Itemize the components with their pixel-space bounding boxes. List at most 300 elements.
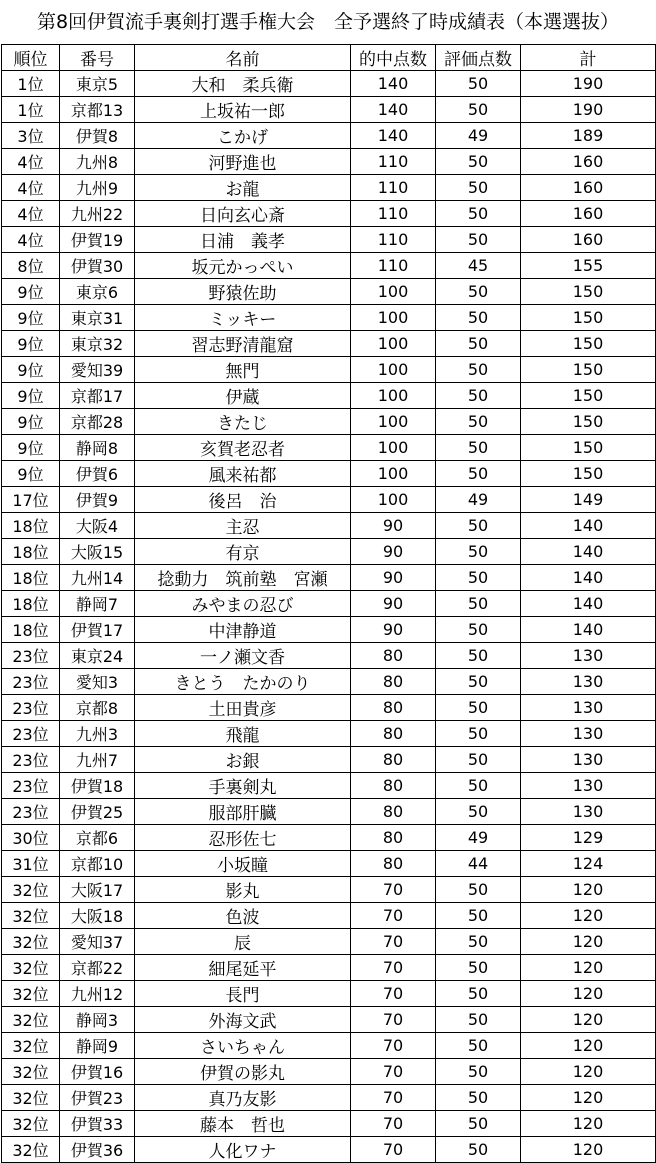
cell-number: 伊賀33 bbox=[60, 1111, 135, 1137]
cell-name: さいちゃん bbox=[135, 1033, 351, 1059]
cell-eval-points: 50 bbox=[436, 1007, 521, 1033]
cell-total: 160 bbox=[521, 149, 656, 175]
table-row bbox=[2, 409, 656, 435]
cell-number: 東京24 bbox=[60, 643, 135, 669]
cell-eval-points: 50 bbox=[436, 71, 521, 97]
cell-eval-points: 50 bbox=[436, 929, 521, 955]
cell-total: 130 bbox=[521, 695, 656, 721]
cell-total: 150 bbox=[521, 383, 656, 409]
cell-eval-points: 50 bbox=[436, 1111, 521, 1137]
table-row bbox=[2, 955, 656, 981]
cell-rank: 9位 bbox=[2, 461, 60, 487]
cell-hit-points: 80 bbox=[351, 643, 436, 669]
cell-total: 120 bbox=[521, 1033, 656, 1059]
cell-hit-points: 80 bbox=[351, 851, 436, 877]
cell-rank: 32位 bbox=[2, 1059, 60, 1085]
cell-number: 大阪4 bbox=[60, 513, 135, 539]
cell-eval-points: 50 bbox=[436, 669, 521, 695]
cell-total: 120 bbox=[521, 1007, 656, 1033]
cell-number: 伊賀6 bbox=[60, 461, 135, 487]
cell-rank: 23位 bbox=[2, 643, 60, 669]
cell-name: 一ノ瀬文香 bbox=[135, 643, 351, 669]
cell-number: 伊賀19 bbox=[60, 227, 135, 253]
cell-total: 150 bbox=[521, 305, 656, 331]
cell-eval-points: 49 bbox=[436, 487, 521, 513]
cell-name: 野猿佐助 bbox=[135, 279, 351, 305]
cell-rank: 1位 bbox=[2, 97, 60, 123]
cell-eval-points: 50 bbox=[436, 747, 521, 773]
cell-hit-points: 70 bbox=[351, 877, 436, 903]
cell-number: 静岡3 bbox=[60, 1007, 135, 1033]
cell-eval-points: 50 bbox=[436, 799, 521, 825]
cell-hit-points: 70 bbox=[351, 1085, 436, 1111]
cell-number: 九州12 bbox=[60, 981, 135, 1007]
cell-name: 長門 bbox=[135, 981, 351, 1007]
cell-eval-points: 50 bbox=[436, 227, 521, 253]
cell-total: 150 bbox=[521, 279, 656, 305]
table-row bbox=[2, 383, 656, 409]
cell-number: 伊賀17 bbox=[60, 617, 135, 643]
header-hit-points: 的中点数 bbox=[351, 45, 436, 71]
cell-eval-points: 50 bbox=[436, 201, 521, 227]
page-title: 第8回伊賀流手裏剣打選手権大会 全予選終了時成績表（本選選抜） bbox=[36, 11, 620, 33]
table-row bbox=[2, 591, 656, 617]
cell-hit-points: 140 bbox=[351, 123, 436, 149]
cell-number: 京都22 bbox=[60, 955, 135, 981]
cell-hit-points: 70 bbox=[351, 929, 436, 955]
cell-eval-points: 50 bbox=[436, 175, 521, 201]
cell-eval-points: 50 bbox=[436, 149, 521, 175]
cell-number: 京都8 bbox=[60, 695, 135, 721]
header-eval-points: 評価点数 bbox=[436, 45, 521, 71]
table-row bbox=[2, 981, 656, 1007]
cell-number: 大阪15 bbox=[60, 539, 135, 565]
cell-total: 130 bbox=[521, 773, 656, 799]
cell-total: 140 bbox=[521, 513, 656, 539]
cell-name: きたじ bbox=[135, 409, 351, 435]
cell-hit-points: 110 bbox=[351, 227, 436, 253]
cell-hit-points: 110 bbox=[351, 175, 436, 201]
cell-name: 忍形佐七 bbox=[135, 825, 351, 851]
cell-hit-points: 70 bbox=[351, 1137, 436, 1163]
table-row bbox=[2, 1007, 656, 1033]
cell-number: 九州22 bbox=[60, 201, 135, 227]
cell-rank: 1位 bbox=[2, 71, 60, 97]
cell-name: 服部肝臓 bbox=[135, 799, 351, 825]
cell-eval-points: 50 bbox=[436, 591, 521, 617]
cell-name: 色波 bbox=[135, 903, 351, 929]
cell-total: 120 bbox=[521, 877, 656, 903]
table-row bbox=[2, 773, 656, 799]
cell-total: 150 bbox=[521, 409, 656, 435]
cell-total: 149 bbox=[521, 487, 656, 513]
table-row bbox=[2, 1111, 656, 1137]
cell-rank: 31位 bbox=[2, 851, 60, 877]
cell-name: 日向玄心斎 bbox=[135, 201, 351, 227]
table-row bbox=[2, 227, 656, 253]
cell-rank: 32位 bbox=[2, 955, 60, 981]
cell-total: 190 bbox=[521, 71, 656, 97]
cell-number: 九州3 bbox=[60, 721, 135, 747]
cell-rank: 18位 bbox=[2, 617, 60, 643]
cell-number: 大阪17 bbox=[60, 877, 135, 903]
cell-name: 坂元かっぺい bbox=[135, 253, 351, 279]
cell-number: 京都17 bbox=[60, 383, 135, 409]
cell-name: 日浦 義孝 bbox=[135, 227, 351, 253]
cell-eval-points: 50 bbox=[436, 695, 521, 721]
cell-hit-points: 70 bbox=[351, 955, 436, 981]
table-row bbox=[2, 253, 656, 279]
cell-number: 大阪18 bbox=[60, 903, 135, 929]
cell-rank: 4位 bbox=[2, 149, 60, 175]
table-row bbox=[2, 1059, 656, 1085]
table-row bbox=[2, 617, 656, 643]
cell-number: 伊賀25 bbox=[60, 799, 135, 825]
table-row bbox=[2, 643, 656, 669]
cell-eval-points: 50 bbox=[436, 1033, 521, 1059]
cell-name: お銀 bbox=[135, 747, 351, 773]
header-total: 計 bbox=[521, 45, 656, 71]
cell-hit-points: 100 bbox=[351, 357, 436, 383]
cell-name: 人化ワナ bbox=[135, 1137, 351, 1163]
cell-total: 120 bbox=[521, 1085, 656, 1111]
cell-eval-points: 50 bbox=[436, 1137, 521, 1163]
table-row bbox=[2, 97, 656, 123]
cell-rank: 9位 bbox=[2, 305, 60, 331]
cell-eval-points: 50 bbox=[436, 357, 521, 383]
table-row bbox=[2, 825, 656, 851]
cell-rank: 23位 bbox=[2, 695, 60, 721]
cell-eval-points: 50 bbox=[436, 435, 521, 461]
cell-number: 京都28 bbox=[60, 409, 135, 435]
cell-name: 後呂 治 bbox=[135, 487, 351, 513]
cell-name: 中津静道 bbox=[135, 617, 351, 643]
table-row bbox=[2, 929, 656, 955]
cell-hit-points: 80 bbox=[351, 747, 436, 773]
header-number: 番号 bbox=[60, 45, 135, 71]
cell-number: 九州8 bbox=[60, 149, 135, 175]
cell-rank: 4位 bbox=[2, 175, 60, 201]
table-row bbox=[2, 461, 656, 487]
cell-rank: 8位 bbox=[2, 253, 60, 279]
cell-rank: 32位 bbox=[2, 1111, 60, 1137]
cell-rank: 18位 bbox=[2, 539, 60, 565]
cell-rank: 18位 bbox=[2, 513, 60, 539]
cell-number: 愛知39 bbox=[60, 357, 135, 383]
table-row bbox=[2, 123, 656, 149]
table-row bbox=[2, 305, 656, 331]
table-row bbox=[2, 539, 656, 565]
cell-number: 東京31 bbox=[60, 305, 135, 331]
cell-hit-points: 140 bbox=[351, 71, 436, 97]
cell-eval-points: 50 bbox=[436, 409, 521, 435]
cell-number: 東京32 bbox=[60, 331, 135, 357]
cell-number: 京都13 bbox=[60, 97, 135, 123]
table-row bbox=[2, 71, 656, 97]
cell-number: 京都10 bbox=[60, 851, 135, 877]
cell-total: 120 bbox=[521, 1059, 656, 1085]
cell-rank: 23位 bbox=[2, 669, 60, 695]
cell-number: 静岡8 bbox=[60, 435, 135, 461]
table-body bbox=[2, 71, 656, 1163]
cell-hit-points: 90 bbox=[351, 565, 436, 591]
cell-rank: 4位 bbox=[2, 227, 60, 253]
cell-rank: 9位 bbox=[2, 279, 60, 305]
cell-name: 伊蔵 bbox=[135, 383, 351, 409]
cell-eval-points: 44 bbox=[436, 851, 521, 877]
cell-hit-points: 70 bbox=[351, 981, 436, 1007]
cell-name: こかげ bbox=[135, 123, 351, 149]
cell-name: 河野進也 bbox=[135, 149, 351, 175]
table-row bbox=[2, 487, 656, 513]
cell-name: 風来祐都 bbox=[135, 461, 351, 487]
cell-hit-points: 100 bbox=[351, 383, 436, 409]
cell-hit-points: 110 bbox=[351, 253, 436, 279]
cell-number: 伊賀18 bbox=[60, 773, 135, 799]
cell-name: きとう たかのり bbox=[135, 669, 351, 695]
table-row bbox=[2, 695, 656, 721]
table-row bbox=[2, 357, 656, 383]
cell-rank: 32位 bbox=[2, 929, 60, 955]
cell-rank: 23位 bbox=[2, 721, 60, 747]
cell-total: 160 bbox=[521, 201, 656, 227]
cell-total: 140 bbox=[521, 617, 656, 643]
cell-eval-points: 50 bbox=[436, 383, 521, 409]
header-row bbox=[2, 45, 656, 71]
cell-eval-points: 50 bbox=[436, 97, 521, 123]
cell-eval-points: 50 bbox=[436, 773, 521, 799]
cell-number: 伊賀16 bbox=[60, 1059, 135, 1085]
cell-total: 130 bbox=[521, 669, 656, 695]
cell-number: 伊賀8 bbox=[60, 123, 135, 149]
table-row bbox=[2, 331, 656, 357]
cell-total: 124 bbox=[521, 851, 656, 877]
cell-total: 190 bbox=[521, 97, 656, 123]
cell-number: 静岡9 bbox=[60, 1033, 135, 1059]
cell-number: 九州14 bbox=[60, 565, 135, 591]
table-row bbox=[2, 669, 656, 695]
cell-total: 130 bbox=[521, 643, 656, 669]
cell-name: 飛龍 bbox=[135, 721, 351, 747]
cell-hit-points: 100 bbox=[351, 487, 436, 513]
cell-rank: 9位 bbox=[2, 409, 60, 435]
cell-rank: 4位 bbox=[2, 201, 60, 227]
cell-rank: 23位 bbox=[2, 773, 60, 799]
table-row bbox=[2, 903, 656, 929]
cell-hit-points: 100 bbox=[351, 461, 436, 487]
cell-eval-points: 50 bbox=[436, 279, 521, 305]
cell-rank: 18位 bbox=[2, 591, 60, 617]
cell-name: 真乃友影 bbox=[135, 1085, 351, 1111]
cell-name: 主忍 bbox=[135, 513, 351, 539]
table-row bbox=[2, 1033, 656, 1059]
cell-rank: 32位 bbox=[2, 1007, 60, 1033]
cell-number: 東京6 bbox=[60, 279, 135, 305]
cell-eval-points: 50 bbox=[436, 643, 521, 669]
cell-eval-points: 45 bbox=[436, 253, 521, 279]
table-row bbox=[2, 747, 656, 773]
cell-eval-points: 50 bbox=[436, 461, 521, 487]
cell-hit-points: 70 bbox=[351, 1111, 436, 1137]
cell-number: 愛知37 bbox=[60, 929, 135, 955]
header-name: 名前 bbox=[135, 45, 351, 71]
cell-rank: 3位 bbox=[2, 123, 60, 149]
cell-eval-points: 49 bbox=[436, 123, 521, 149]
cell-name: 習志野清龍窟 bbox=[135, 331, 351, 357]
cell-eval-points: 50 bbox=[436, 565, 521, 591]
table-row bbox=[2, 279, 656, 305]
cell-number: 東京5 bbox=[60, 71, 135, 97]
cell-total: 120 bbox=[521, 1111, 656, 1137]
cell-eval-points: 50 bbox=[436, 331, 521, 357]
cell-hit-points: 100 bbox=[351, 409, 436, 435]
table-row bbox=[2, 149, 656, 175]
results-table bbox=[1, 44, 656, 1163]
table-row bbox=[2, 201, 656, 227]
cell-hit-points: 70 bbox=[351, 1033, 436, 1059]
cell-hit-points: 90 bbox=[351, 591, 436, 617]
cell-total: 150 bbox=[521, 331, 656, 357]
cell-rank: 17位 bbox=[2, 487, 60, 513]
cell-hit-points: 80 bbox=[351, 721, 436, 747]
cell-hit-points: 80 bbox=[351, 695, 436, 721]
cell-hit-points: 140 bbox=[351, 97, 436, 123]
cell-rank: 18位 bbox=[2, 565, 60, 591]
cell-total: 140 bbox=[521, 539, 656, 565]
cell-eval-points: 50 bbox=[436, 1059, 521, 1085]
cell-eval-points: 50 bbox=[436, 903, 521, 929]
cell-name: 大和 柔兵衛 bbox=[135, 71, 351, 97]
cell-hit-points: 90 bbox=[351, 539, 436, 565]
cell-rank: 9位 bbox=[2, 331, 60, 357]
cell-total: 120 bbox=[521, 929, 656, 955]
cell-hit-points: 90 bbox=[351, 617, 436, 643]
cell-rank: 32位 bbox=[2, 1085, 60, 1111]
cell-rank: 32位 bbox=[2, 903, 60, 929]
table-row bbox=[2, 175, 656, 201]
cell-rank: 9位 bbox=[2, 435, 60, 461]
table-row bbox=[2, 513, 656, 539]
cell-name: 藤本 哲也 bbox=[135, 1111, 351, 1137]
cell-hit-points: 100 bbox=[351, 331, 436, 357]
cell-hit-points: 110 bbox=[351, 149, 436, 175]
cell-total: 120 bbox=[521, 903, 656, 929]
cell-hit-points: 80 bbox=[351, 773, 436, 799]
cell-rank: 23位 bbox=[2, 747, 60, 773]
cell-number: 伊賀23 bbox=[60, 1085, 135, 1111]
cell-name: 影丸 bbox=[135, 877, 351, 903]
cell-total: 130 bbox=[521, 799, 656, 825]
cell-rank: 32位 bbox=[2, 1137, 60, 1163]
cell-hit-points: 80 bbox=[351, 799, 436, 825]
cell-total: 120 bbox=[521, 955, 656, 981]
cell-number: 伊賀36 bbox=[60, 1137, 135, 1163]
cell-rank: 32位 bbox=[2, 877, 60, 903]
cell-number: 京都6 bbox=[60, 825, 135, 851]
cell-name: 有京 bbox=[135, 539, 351, 565]
cell-eval-points: 50 bbox=[436, 1085, 521, 1111]
cell-name: 無門 bbox=[135, 357, 351, 383]
cell-total: 140 bbox=[521, 565, 656, 591]
cell-total: 129 bbox=[521, 825, 656, 851]
cell-hit-points: 80 bbox=[351, 825, 436, 851]
cell-rank: 30位 bbox=[2, 825, 60, 851]
cell-rank: 32位 bbox=[2, 981, 60, 1007]
cell-name: 手裏剣丸 bbox=[135, 773, 351, 799]
cell-hit-points: 100 bbox=[351, 305, 436, 331]
cell-rank: 9位 bbox=[2, 357, 60, 383]
cell-total: 150 bbox=[521, 357, 656, 383]
table-row bbox=[2, 799, 656, 825]
cell-name: 亥賀老忍者 bbox=[135, 435, 351, 461]
cell-total: 160 bbox=[521, 175, 656, 201]
cell-total: 140 bbox=[521, 591, 656, 617]
cell-rank: 32位 bbox=[2, 1033, 60, 1059]
cell-name: 外海文武 bbox=[135, 1007, 351, 1033]
cell-name: 捻動力 筑前塾 宮瀬 bbox=[135, 565, 351, 591]
cell-number: 静岡7 bbox=[60, 591, 135, 617]
cell-name: ミッキー bbox=[135, 305, 351, 331]
cell-total: 160 bbox=[521, 227, 656, 253]
cell-name: 上坂祐一郎 bbox=[135, 97, 351, 123]
cell-name: 伊賀の影丸 bbox=[135, 1059, 351, 1085]
cell-name: みやまの忍び bbox=[135, 591, 351, 617]
table-row bbox=[2, 1085, 656, 1111]
cell-hit-points: 90 bbox=[351, 513, 436, 539]
cell-total: 130 bbox=[521, 721, 656, 747]
header-rank: 順位 bbox=[2, 45, 60, 71]
cell-hit-points: 70 bbox=[351, 1007, 436, 1033]
cell-total: 155 bbox=[521, 253, 656, 279]
cell-number: 伊賀30 bbox=[60, 253, 135, 279]
cell-number: 九州7 bbox=[60, 747, 135, 773]
table-row bbox=[2, 721, 656, 747]
cell-eval-points: 50 bbox=[436, 513, 521, 539]
cell-rank: 23位 bbox=[2, 799, 60, 825]
cell-eval-points: 49 bbox=[436, 825, 521, 851]
cell-total: 150 bbox=[521, 461, 656, 487]
cell-name: 細尾延平 bbox=[135, 955, 351, 981]
cell-name: お龍 bbox=[135, 175, 351, 201]
cell-name: 辰 bbox=[135, 929, 351, 955]
cell-hit-points: 100 bbox=[351, 435, 436, 461]
table-row bbox=[2, 565, 656, 591]
cell-number: 伊賀9 bbox=[60, 487, 135, 513]
cell-eval-points: 50 bbox=[436, 981, 521, 1007]
cell-name: 土田貴彦 bbox=[135, 695, 351, 721]
cell-hit-points: 100 bbox=[351, 279, 436, 305]
cell-hit-points: 70 bbox=[351, 903, 436, 929]
cell-hit-points: 110 bbox=[351, 201, 436, 227]
cell-rank: 9位 bbox=[2, 383, 60, 409]
table-row bbox=[2, 435, 656, 461]
cell-number: 九州9 bbox=[60, 175, 135, 201]
table-row bbox=[2, 851, 656, 877]
cell-eval-points: 50 bbox=[436, 955, 521, 981]
cell-total: 150 bbox=[521, 435, 656, 461]
cell-number: 愛知3 bbox=[60, 669, 135, 695]
cell-eval-points: 50 bbox=[436, 877, 521, 903]
table-row bbox=[2, 1137, 656, 1163]
cell-eval-points: 50 bbox=[436, 539, 521, 565]
cell-hit-points: 70 bbox=[351, 1059, 436, 1085]
table-row bbox=[2, 877, 656, 903]
cell-hit-points: 80 bbox=[351, 669, 436, 695]
cell-eval-points: 50 bbox=[436, 721, 521, 747]
cell-eval-points: 50 bbox=[436, 617, 521, 643]
cell-total: 189 bbox=[521, 123, 656, 149]
cell-eval-points: 50 bbox=[436, 305, 521, 331]
